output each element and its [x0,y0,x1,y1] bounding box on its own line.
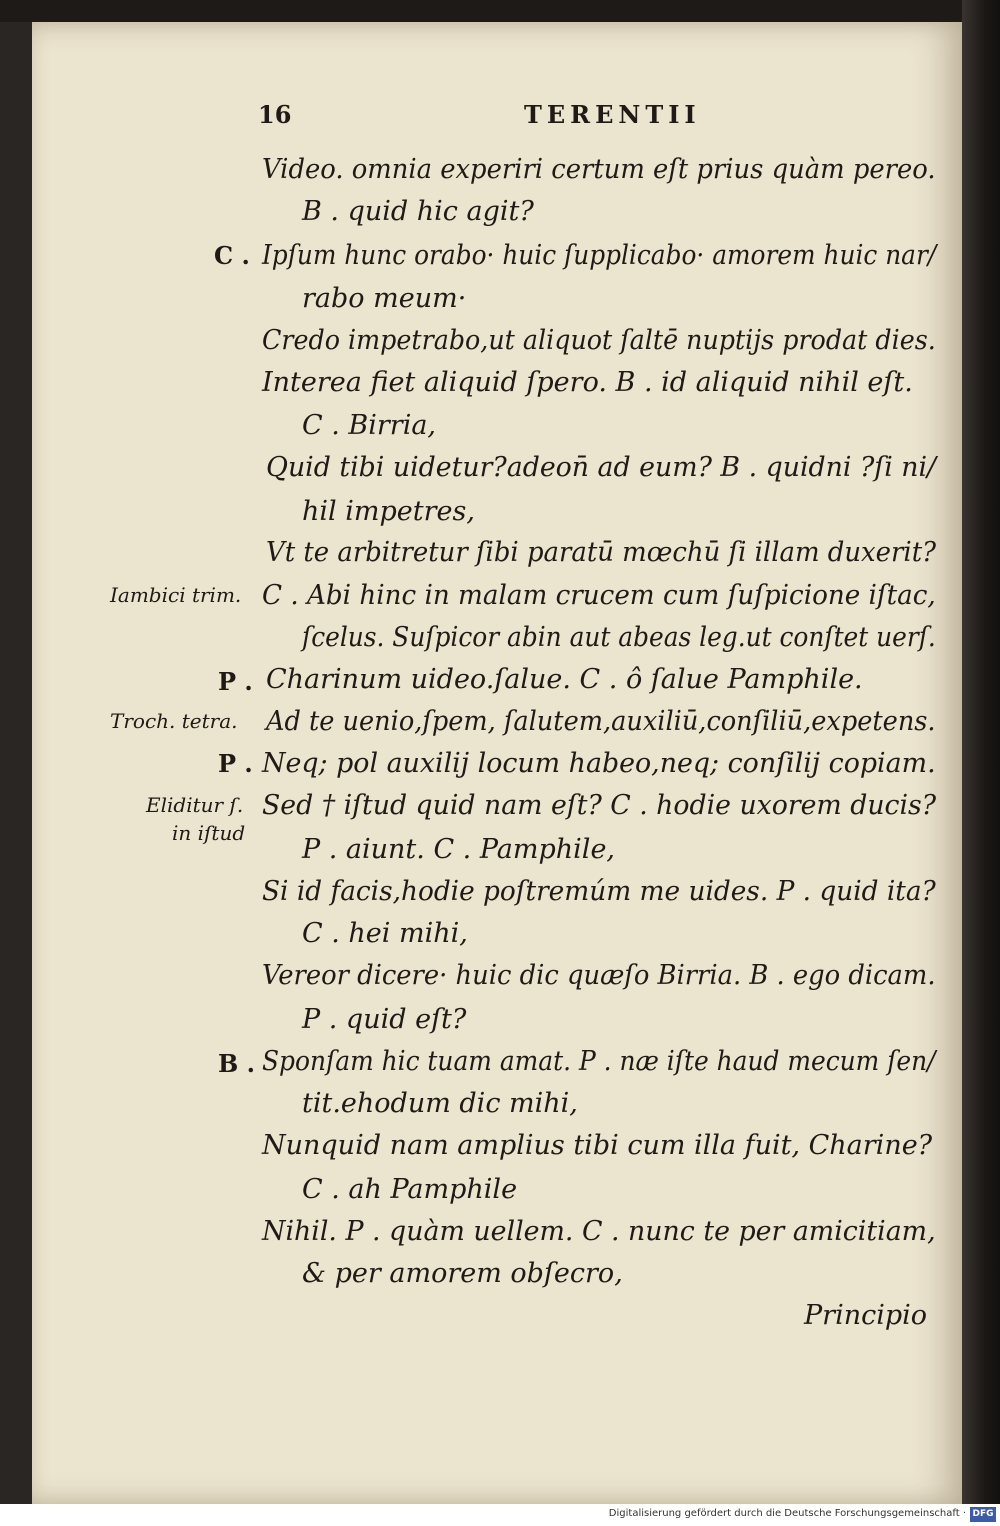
text-line: Charinum uideo.ſalue. C . ô ſalue Pamphile. [266,664,863,695]
footer-credit: Digitalisierung gefördert durch die Deutsche Forschungsgemeinschaft · [608,1508,966,1519]
text-line: rabo meum· [302,283,467,314]
margin-note: Eliditur ſ. [146,793,244,817]
page-number: 16 [258,100,292,129]
text-line: Neq; pol auxilij locum habeo,neq; conſilij copiam. [262,748,936,779]
book-spine-edge [962,0,1000,1510]
text-line: Vereor dicere· huic dic quæſo Birria. B . ego dicam. [262,960,936,991]
text-line: B . quid hic agit? [302,196,534,227]
text-line: Sed † iſtud quid nam eſt? C . hodie uxorem ducis? [262,790,937,821]
text-line: C . Birria, [302,410,437,441]
text-line: Vt te arbitretur ſibi paratū mœchū ſi illam duxerit? [266,537,937,568]
text-line: tit.ehodum dic mihi, [302,1088,578,1119]
text-line: C . Abi hinc in malam crucem cum ſuſpicione iſtac, [262,580,936,611]
text-line: hil impetres, [302,496,475,527]
footer-bar [0,1504,1000,1526]
text-line: P . quid eſt? [302,1004,467,1035]
dfg-logo: DFG [970,1507,996,1522]
scan-frame-top [0,0,1000,22]
speaker-label: P . [218,749,253,778]
text-line: ſcelus. Suſpicor abin aut abeas leg.ut conſtet uerſ. [302,622,936,653]
text-line: Ad te uenio,ſpem, ſalutem,auxiliū,conſiliū,expetens. [266,706,936,737]
speaker-label: P . [218,667,253,696]
text-line: & per amorem obſecro, [302,1258,623,1289]
margin-note: Troch. tetra. [110,709,238,733]
text-line: Credo impetrabo,ut aliquot ſaltē nuptijs prodat dies. [262,325,936,356]
speaker-label: C . [214,241,250,270]
text-line: Sponſam hic tuam amat. P . næ iſte haud mecum ſen/ [262,1046,936,1077]
text-line: Si id facis,hodie poſtremúm me uides. P . quid ita? [262,876,936,907]
text-line: Ipſum hunc orabo· huic ſupplicabo· amorem huic nar/ [262,240,937,271]
speaker-label: B . [218,1049,255,1078]
running-title: TERENTII [524,100,701,129]
text-line: Video. omnia experiri certum eſt prius quàm pereo. [262,154,936,185]
text-line: C . hei mihi, [302,918,468,949]
catchword: Principio [804,1300,928,1331]
text-line: P . aiunt. C . Pamphile, [302,834,616,865]
margin-note: in iſtud [172,821,246,845]
text-line: C . ah Pamphile [302,1174,518,1205]
text-line: Quid tibi uidetur?adeon̄ ad eum? B . quidni ?ſi ni/ [266,452,937,483]
text-line: Interea fiet aliquid ſpero. B . id aliquid nihil eſt. [262,367,913,398]
margin-note: Iambici trim. [110,583,242,607]
text-line: Nunquid nam amplius tibi cum illa fuit, Charine? [262,1130,933,1161]
text-line: Nihil. P . quàm uellem. C . nunc te per amicitiam, [262,1216,936,1247]
